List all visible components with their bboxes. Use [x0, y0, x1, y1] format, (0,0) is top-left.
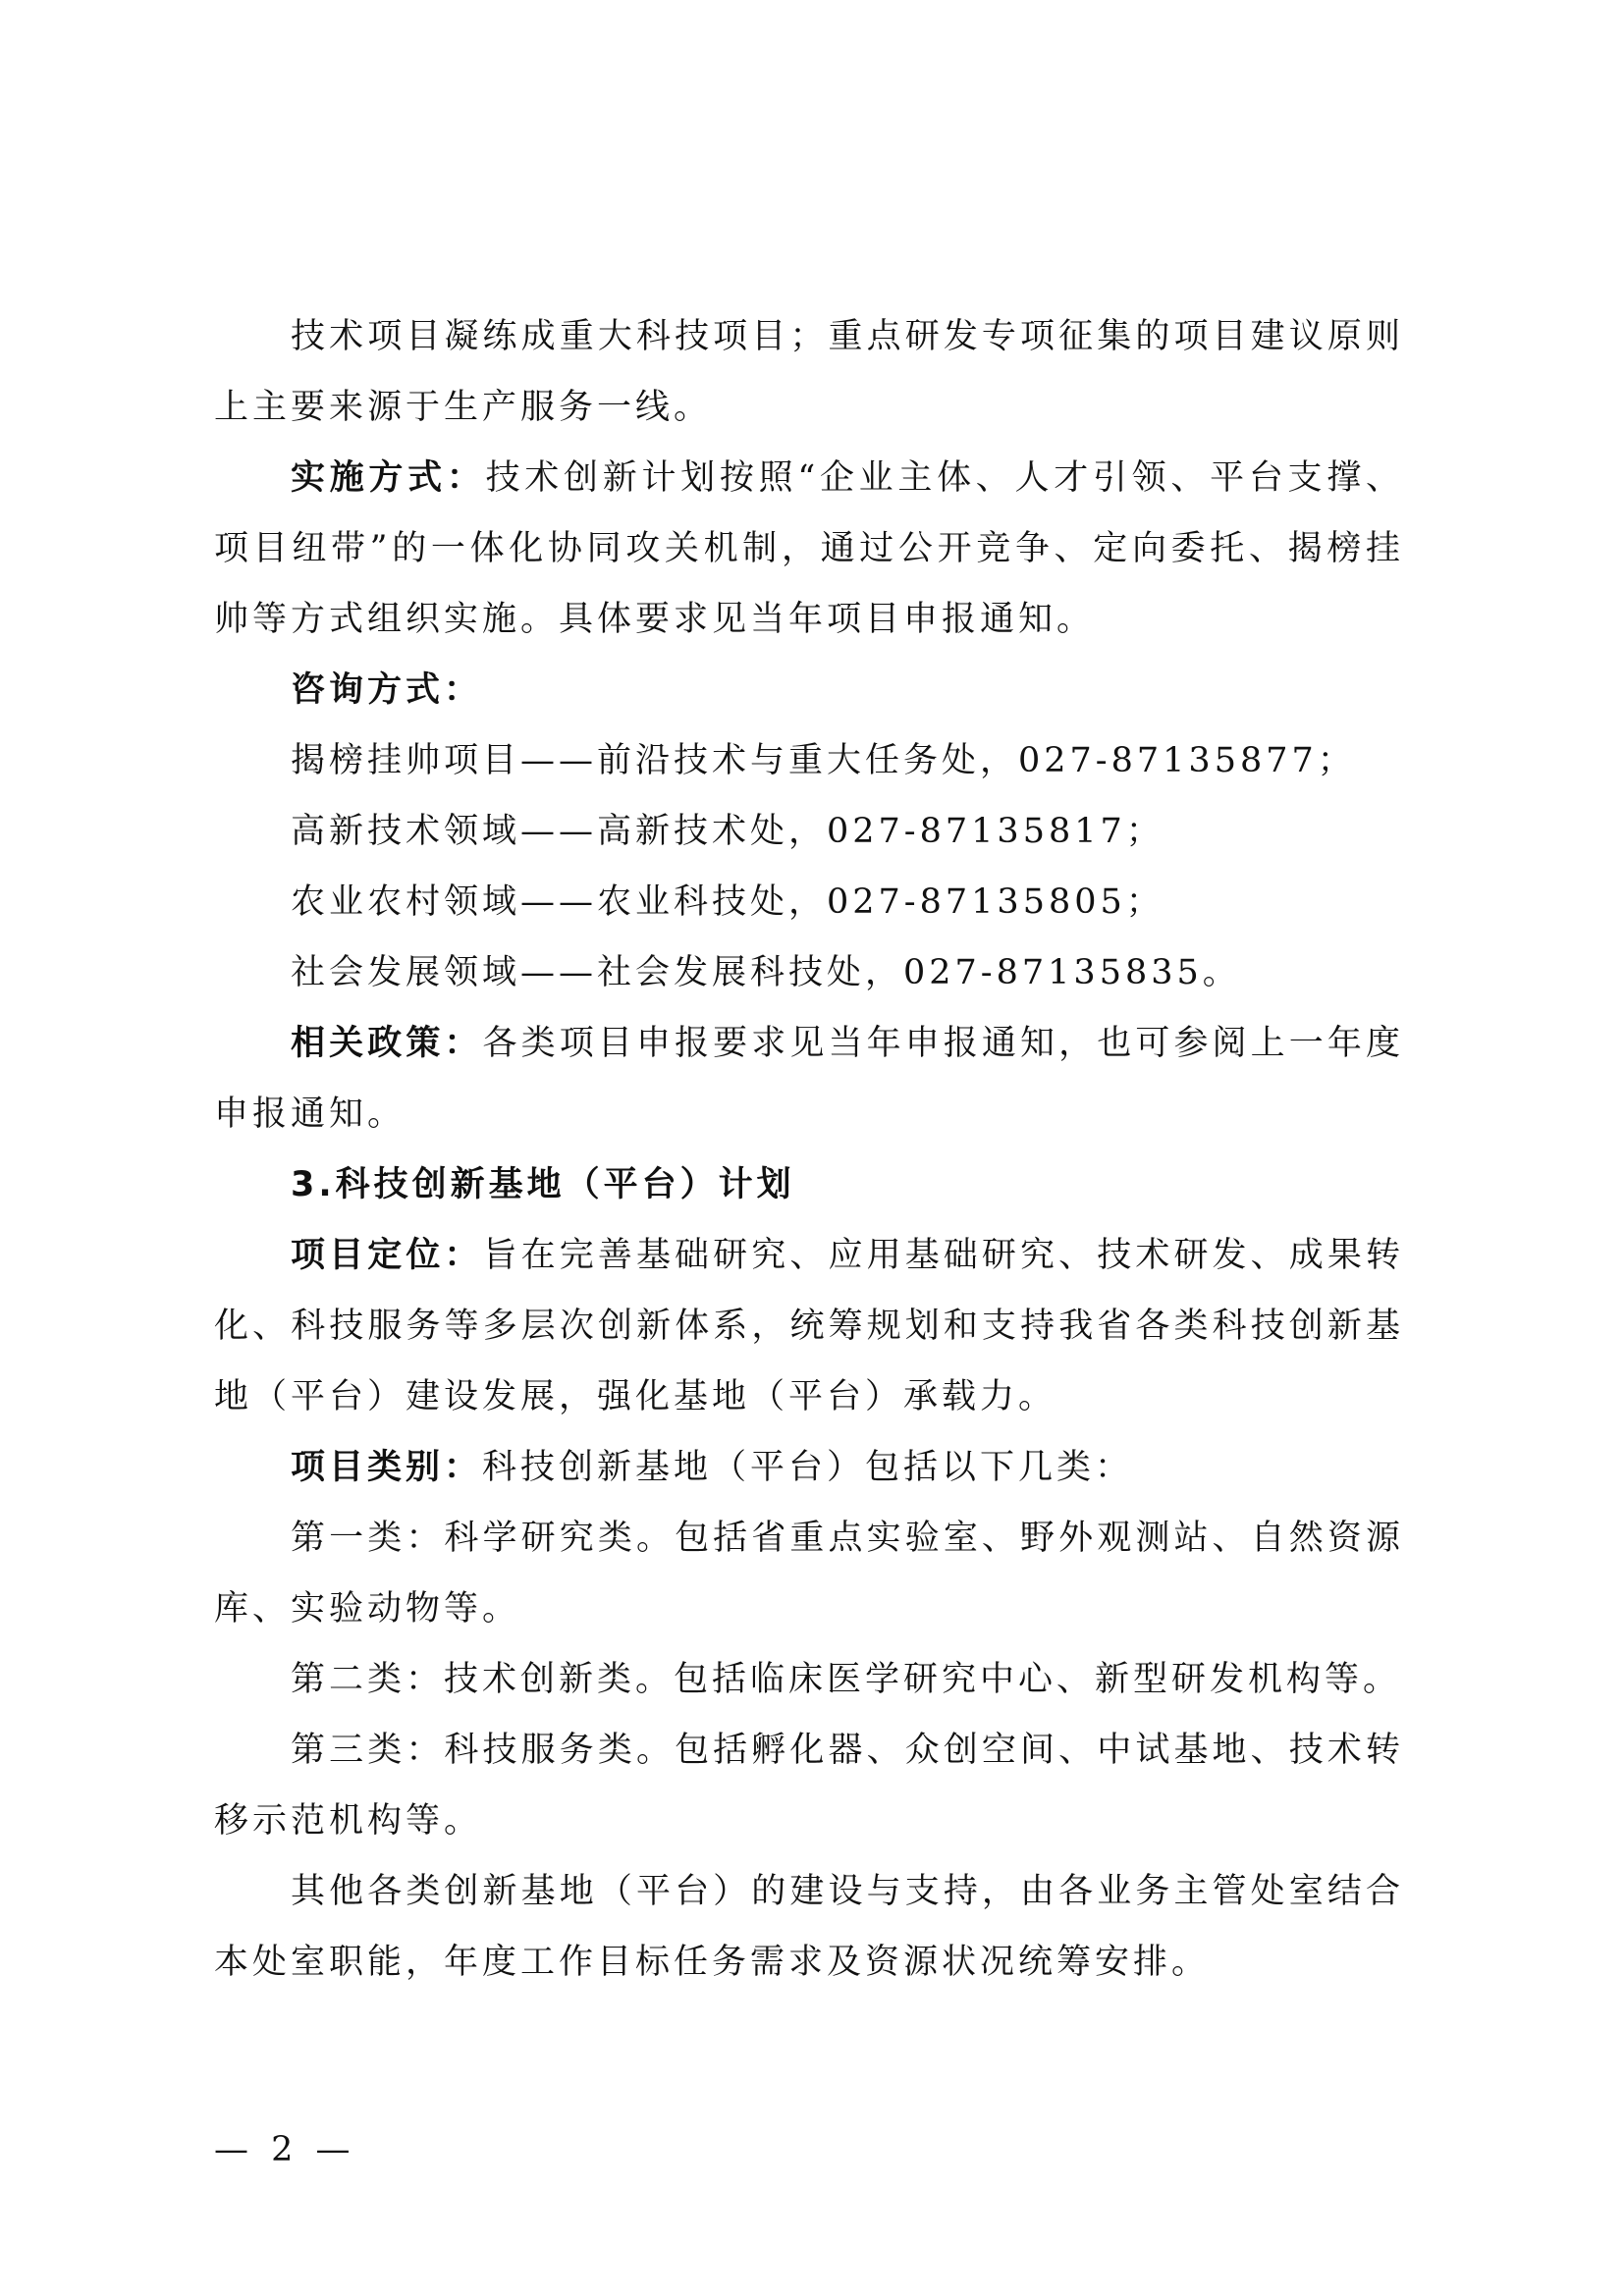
label-categories: 项目类别： — [291, 1448, 483, 1487]
paragraph-implementation — [214, 443, 1404, 655]
paragraph-other: 其他各类创新基地（平台）的建设与支持，由各业务主管处室结合本处室职能，年度工作目标任务需求及资源状况统筹安排。 — [214, 1872, 1404, 1982]
document-body — [214, 301, 1404, 1998]
text-policy: 各类项目申报要求见当年申报通知，也可参阅上一年度申报通知。 — [214, 1024, 1404, 1134]
text-positioning: 旨在完善基础研究、应用基础研究、技术研发、成果转化、科技服务等多层次创新体系，统筹规划和支持我省各类科技创新基地（平台）建设发展，强化基地（平台）承载力。 — [214, 1236, 1404, 1416]
consult-line: 揭榜挂帅项目——前沿技术与重大任务处，027-87135877； — [291, 741, 1356, 780]
category-item: 第二类：技术创新类。包括临床医学研究中心、新型研发机构等。 — [291, 1660, 1402, 1699]
consult-line: 农业农村领域——农业科技处，027-87135805； — [291, 882, 1164, 922]
paragraph-categories — [214, 1432, 1404, 1503]
text-implementation: 技术创新计划按照“企业主体、人才引领、平台支撑、项目纽带”的一体化协同攻关机制，通过公开竞争、定向委托、揭榜挂帅等方式组织实施。具体要求见当年项目申报通知。 — [214, 458, 1404, 639]
category-item: 第三类：科技服务类。包括孵化器、众创空间、中试基地、技术转移示范机构等。 — [214, 1731, 1404, 1841]
consult-line: 社会发展领域——社会发展科技处，027-87135835。 — [291, 953, 1241, 992]
paragraph-consult — [214, 655, 1404, 725]
label-positioning: 项目定位： — [291, 1236, 483, 1275]
paragraph-policy — [214, 1008, 1404, 1149]
paragraph-intro: 技术项目凝练成重大科技项目；重点研发专项征集的项目建议原则上主要来源于生产服务一线。 — [214, 317, 1404, 427]
page-number: — 2 — — [214, 2130, 356, 2169]
label-policy: 相关政策： — [291, 1024, 483, 1063]
label-implementation: 实施方式： — [291, 458, 486, 498]
section-heading: 3.科技创新基地（平台）计划 — [291, 1165, 795, 1204]
paragraph-positioning — [214, 1220, 1404, 1432]
category-item: 第一类：科学研究类。包括省重点实验室、野外观测站、自然资源库、实验动物等。 — [214, 1519, 1404, 1629]
consult-line: 高新技术领域——高新技术处，027-87135817； — [291, 812, 1164, 851]
text-categories: 科技创新基地（平台）包括以下几类： — [482, 1448, 1134, 1487]
label-consult: 咨询方式： — [291, 670, 483, 710]
